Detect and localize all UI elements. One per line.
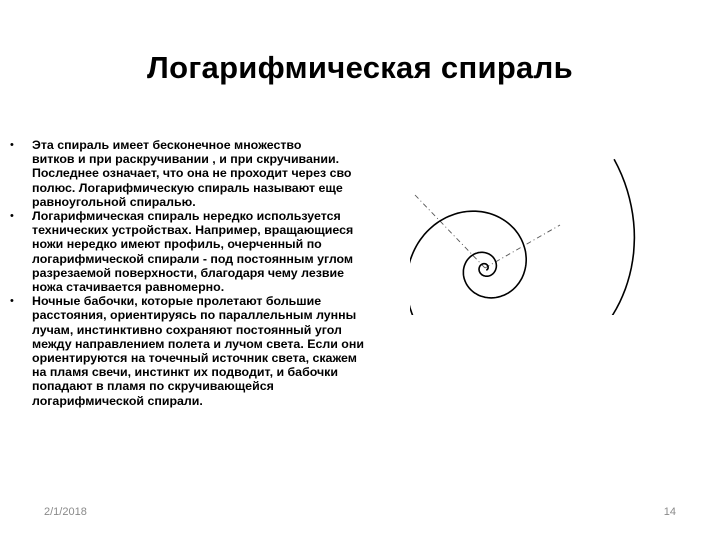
- slide-title: Логарифмическая спираль: [147, 50, 573, 85]
- page-number: 14: [663, 506, 676, 518]
- bullet-text: Эта спираль имеет бесконечное множество витков и при раскручивании , и при скручивании. Последнее означает, что она не проходит через сво полюс. Логарифмическую спираль называют еще равноугольной спиралью.: [32, 138, 352, 209]
- bullet-text: Логарифмическая спираль нередко используется технических устройствах. Например, вращающиеся ножи нередко имеют профиль, очерченный по логарифмической спирали - под постоянным углом разрезаемой поверхности, благодаря чему лезвие ножа стачивается равномерно.: [32, 209, 354, 295]
- bullet-list: [10, 138, 416, 408]
- bullet-marker: •: [10, 139, 14, 151]
- slide-date: 2/1/2018: [44, 506, 87, 518]
- spiral-curve: [410, 159, 634, 315]
- bullet-text: Ночные бабочки, которые пролетают большие расстояния, ориентируясь по параллельным лунны лучам, инстинктивно сохраняют постоянный угол между направлением полета и лучом света. Если они ориентируются на точечный источник света, скажем на пламя свечи, инстинкт их подводит, и бабочки попадают в пламя по скручивающейся логарифмической спирали.: [32, 294, 364, 408]
- logarithmic-spiral-illustration: [410, 140, 695, 315]
- bullet-marker: •: [10, 210, 14, 223]
- bullet-marker: •: [10, 295, 14, 308]
- bullet-item: [10, 138, 416, 209]
- bullet-item: [10, 209, 416, 295]
- dash-dot-line: [415, 195, 485, 268]
- bullet-item: [10, 294, 416, 408]
